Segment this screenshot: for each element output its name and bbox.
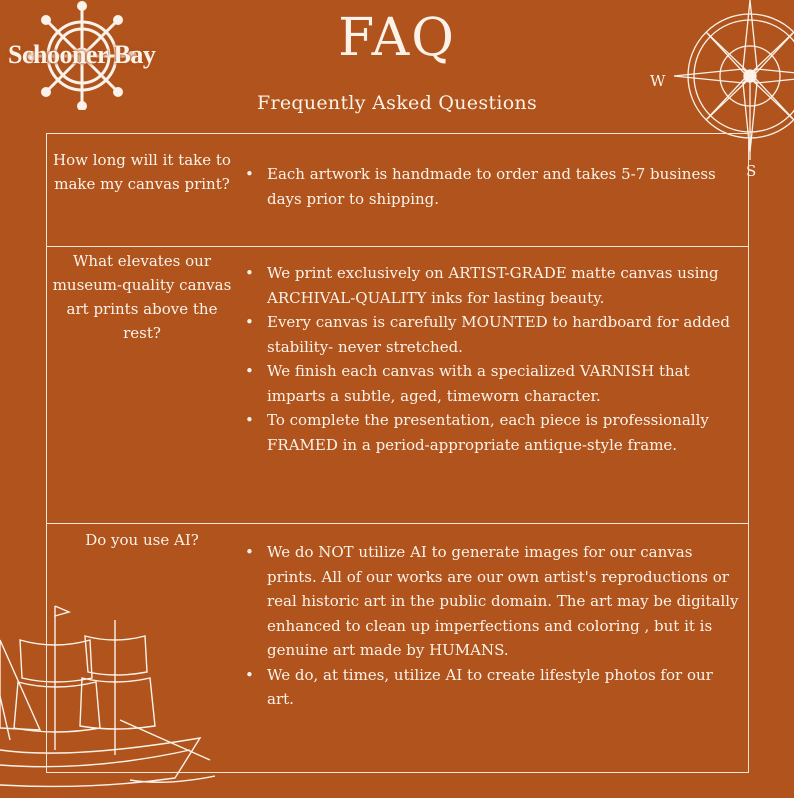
faq-question: What elevates our museum-quality canvas art prints above the rest?: [52, 252, 232, 342]
faq-row-3: [47, 523, 748, 773]
faq-answer-item: • We do NOT utilize AI to generate images for our canvas prints. All of our works are our own artist's reproductions or real historic art in the public domain. The art may be digitally enhanced to clean up imperfections and coloring , but it is genuine art made by HUMANS.: [243, 540, 743, 663]
faq-table: [46, 133, 749, 773]
faq-answer-item: • To complete the presentation, each piece is professionally FRAMED in a period-appropriate antique-style frame.: [243, 408, 743, 457]
faq-answer-list: [243, 261, 743, 457]
brand-name: Schooner Bay: [8, 40, 156, 69]
faq-answer-list: [243, 162, 743, 211]
faq-answer-item: • We finish each canvas with a specialized VARNISH that imparts a subtle, aged, timeworn character.: [243, 359, 743, 408]
faq-answer-list: [243, 540, 743, 712]
faq-answer-item: • We do, at times, utilize AI to create lifestyle photos for our art.: [243, 663, 743, 712]
faq-question: How long will it take to make my canvas print?: [53, 151, 231, 193]
faq-answer-item: • We print exclusively on ARTIST-GRADE matte canvas using ARCHIVAL-QUALITY inks for lasting beauty.: [243, 261, 743, 310]
compass-south-label: S: [746, 162, 757, 180]
faq-answer-item: • Every canvas is carefully MOUNTED to hardboard for added stability- never stretched.: [243, 310, 743, 359]
faq-answer-item: • Each artwork is handmade to order and takes 5-7 business days prior to shipping.: [243, 162, 743, 211]
faq-question: Do you use AI?: [85, 531, 199, 549]
faq-row-1: [47, 134, 748, 246]
page-subtitle: Frequently Asked Questions: [256, 92, 538, 114]
page-title: FAQ: [338, 8, 456, 68]
faq-row-2: [47, 246, 748, 524]
compass-west-label: W: [650, 72, 666, 90]
